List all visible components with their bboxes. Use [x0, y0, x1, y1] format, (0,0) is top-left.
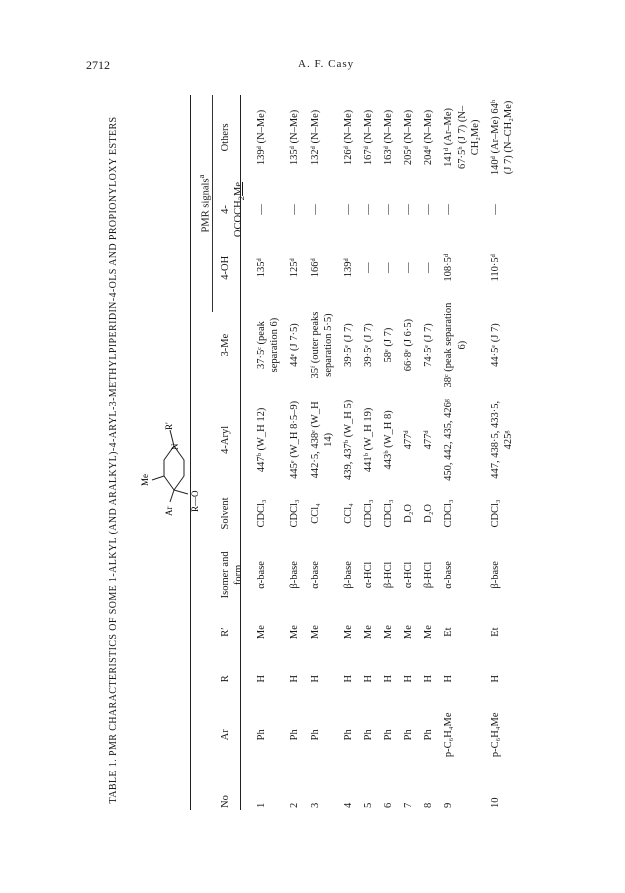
cell-aryl: 442·5, 438ᵉ (W_H 14) [309, 401, 334, 479]
cell-me3: 74·5ᵉ (J 7) [423, 323, 435, 367]
struct-n-label: N [170, 443, 180, 450]
cell-me3: 35ᶠ (outer peaks separation 5·5) [309, 311, 334, 379]
cell-oh: 108·5ᵈ [443, 253, 455, 282]
table-header-row [218, 95, 250, 810]
cell-iso: α-base [309, 561, 321, 589]
cell-rp: Me [362, 625, 374, 640]
cell-aryl: 441ᵇ (W_H 19) [362, 407, 374, 473]
cell-solv: CDCl₃ [362, 499, 374, 528]
cell-others: 135ᵈ (N–Me) [289, 109, 301, 166]
cell-solv: D₂O [423, 504, 435, 523]
rotated-table-region [100, 90, 605, 850]
cell-ar: Ph [342, 729, 354, 741]
cell-ar: Ph [289, 729, 301, 741]
cell-r: H [342, 674, 354, 683]
table-row [484, 95, 517, 810]
table-row [357, 95, 377, 810]
cell-ar: Ph [383, 729, 395, 741]
cell-ococh: — [342, 204, 354, 215]
cell-rp: Me [423, 625, 435, 640]
cell-oh: 110·5ᵈ [489, 254, 501, 282]
cell-me3: 44·5ᵉ (J 7) [489, 323, 501, 367]
cell-me3: 66·8ᵉ (J 6·5) [403, 318, 415, 372]
col-r-prime: R′ [220, 627, 231, 637]
cell-aryl: 450, 442, 435, 426ᵍ [443, 398, 455, 481]
cell-no: 6 [383, 802, 395, 808]
cell-rp: Me [383, 625, 395, 640]
cell-no: 3 [309, 802, 321, 808]
cell-r: H [383, 674, 395, 683]
col-isomer: Isomer and form [220, 551, 245, 599]
cell-solv: CDCl₃ [443, 499, 455, 528]
cell-me3: 39·5ᵉ (J 7) [362, 323, 374, 367]
col-solvent: Solvent [220, 497, 231, 530]
cell-ar: Ph [309, 729, 321, 741]
cell-solv: CDCl₃ [256, 499, 268, 528]
cell-ar: Ph [362, 729, 374, 741]
cell-rp: Me [342, 625, 354, 640]
cell-iso: α-base [256, 561, 268, 589]
col-3-me: 3-Me [220, 333, 231, 357]
cell-others: 139ᵈ (N–Me) [256, 109, 268, 166]
cell-rp: Me [256, 625, 268, 640]
cell-others: 205ᵈ (N–Me) [403, 109, 415, 166]
cell-ococh: — [489, 204, 501, 215]
cell-no: 9 [443, 802, 455, 808]
col-ar: Ar [220, 729, 231, 741]
pmr-signals-heading: PMR signals$^a$ [196, 174, 212, 233]
cell-others: 140ᵈ (Ar–Me) 64ʰ (J 7) (N–CH₂Me) [489, 99, 514, 176]
cell-solv: CDCl₃ [383, 499, 395, 528]
cell-iso: β-HCl [383, 561, 395, 589]
cell-no: 8 [423, 802, 435, 808]
cell-aryl: 477ᵈ [403, 430, 415, 450]
cell-r: H [489, 674, 501, 683]
cell-rp: Me [403, 625, 415, 640]
cell-oh: — [423, 262, 435, 273]
cell-ococh: — [289, 204, 301, 215]
table-row [377, 95, 397, 810]
cell-iso: β-base [342, 561, 354, 589]
top-rule [190, 95, 191, 810]
cell-rp: Et [443, 627, 455, 637]
cell-oh: — [403, 262, 415, 273]
cell-aryl: 447, 438·5, 433·5, 425ᵍ [489, 400, 514, 479]
col-4-ococh2me: $4-OCOCH_2Me$ [220, 181, 247, 238]
col-4-aryl: 4-Aryl [220, 425, 231, 454]
cell-r: H [362, 674, 374, 683]
cell-no: 5 [362, 802, 374, 808]
cell-iso: β-HCl [423, 561, 435, 589]
struct-ar-label: Ar [164, 506, 174, 516]
cell-ococh: — [443, 204, 455, 215]
cell-ococh: — [256, 204, 268, 215]
cell-me3: 44ᵉ (J 7·5) [289, 323, 301, 367]
cell-no: 7 [403, 802, 415, 808]
cell-no: 10 [489, 797, 501, 808]
cell-solv: CCl₄ [342, 503, 354, 524]
cell-me3: 39·5ᵉ (J 7) [342, 323, 354, 367]
table-row [337, 95, 357, 810]
cell-others: 126ᵈ (N–Me) [342, 109, 354, 166]
struct-me-label: Me [140, 474, 150, 486]
running-head: A. F. Casy [298, 58, 355, 70]
cell-solv: CDCl₃ [289, 499, 301, 528]
cell-aryl: 477ᵈ [423, 430, 435, 450]
cell-ar: Ph [423, 729, 435, 741]
cell-r: H [403, 674, 415, 683]
cell-ococh: — [362, 204, 374, 215]
cell-others: 204ᵈ (N–Me) [423, 109, 435, 166]
pmr-rule [212, 95, 213, 312]
cell-r: H [443, 674, 455, 683]
cell-iso: α-HCl [362, 561, 374, 589]
cell-ococh: — [383, 204, 395, 215]
table-row [304, 95, 337, 810]
table-row [437, 95, 483, 810]
cell-aryl: 447ᵇ (W_H 12) [256, 407, 268, 473]
cell-ar: Ph [256, 729, 268, 741]
cell-rp: Me [289, 625, 301, 640]
cell-rp: Et [489, 627, 501, 637]
cell-me3: 38ᶜ (peak separation 6) [443, 302, 468, 388]
col-4-oh: 4-OH [220, 255, 231, 280]
cell-r: H [289, 674, 301, 683]
cell-solv: D₂O [403, 504, 415, 523]
cell-oh: 139ᵈ [342, 258, 354, 278]
col-others: Others [220, 123, 231, 152]
cell-no: 2 [289, 802, 301, 808]
pmr-table [218, 95, 517, 810]
cell-aryl: 439, 437ᵇ (W_H 5) [342, 399, 354, 480]
table-caption: TABLE 1. PMR CHARACTERISTICS OF SOME 1-ALKYL (AND ARALKYL)-4-ARYL-3-METHYLPIPERIDIN-4-OLS AND PROPIONYLOXY ESTERS [108, 116, 119, 804]
cell-ar: p-C₆H₄Me [489, 712, 501, 758]
cell-others: 141ᵈ (Ar–Me) 67·5ʰ (J 7) (N–CH₂Me) [443, 105, 481, 169]
table-row [250, 95, 283, 810]
struct-r-prime-label: R′ [164, 422, 174, 430]
page-number: 2712 [86, 58, 110, 72]
table-row [397, 95, 417, 810]
cell-rp: Me [309, 625, 321, 640]
cell-me3: 58ᵉ (J 7) [383, 327, 395, 363]
cell-aryl: 443ᵇ (W_H 8) [383, 410, 395, 470]
cell-ococh: — [403, 204, 415, 215]
col-no: No [220, 795, 231, 808]
cell-oh: — [383, 262, 395, 273]
col-r: R [220, 675, 231, 683]
cell-ar: p-C₆H₄Me [443, 712, 455, 758]
cell-oh: 166ᵈ [309, 258, 321, 278]
cell-no: 1 [256, 802, 268, 808]
cell-r: H [309, 674, 321, 683]
cell-oh: 125ᵈ [289, 258, 301, 278]
cell-iso: α-base [443, 561, 455, 589]
cell-me3: 37·5ᶜ (peak separation 6) [256, 317, 281, 373]
cell-others: 132ᵈ (N–Me) [309, 109, 321, 166]
table-row [417, 95, 437, 810]
cell-ococh: — [309, 204, 321, 215]
cell-iso: β-base [289, 561, 301, 589]
cell-ococh: — [423, 204, 435, 215]
cell-aryl: 445ᵉ (W_H 8·5–9) [289, 400, 301, 479]
cell-iso: β-base [489, 561, 501, 589]
cell-iso: α-HCl [403, 561, 415, 589]
cell-r: H [423, 674, 435, 683]
cell-others: 163ᵈ (N–Me) [383, 109, 395, 166]
cell-ar: Ph [403, 729, 415, 741]
cell-solv: CCl₄ [309, 503, 321, 524]
struct-ro-label: R—O [190, 490, 200, 512]
cell-r: H [256, 674, 268, 683]
cell-oh: — [362, 262, 374, 273]
piperidine-structure-diagram [130, 410, 210, 530]
cell-others: 167ᵈ (N–Me) [362, 109, 374, 166]
cell-oh: 135ᵈ [256, 258, 268, 278]
cell-solv: CDCl₃ [489, 499, 501, 528]
table-row [283, 95, 303, 810]
header-rule [240, 95, 241, 810]
cell-no: 4 [342, 802, 354, 808]
